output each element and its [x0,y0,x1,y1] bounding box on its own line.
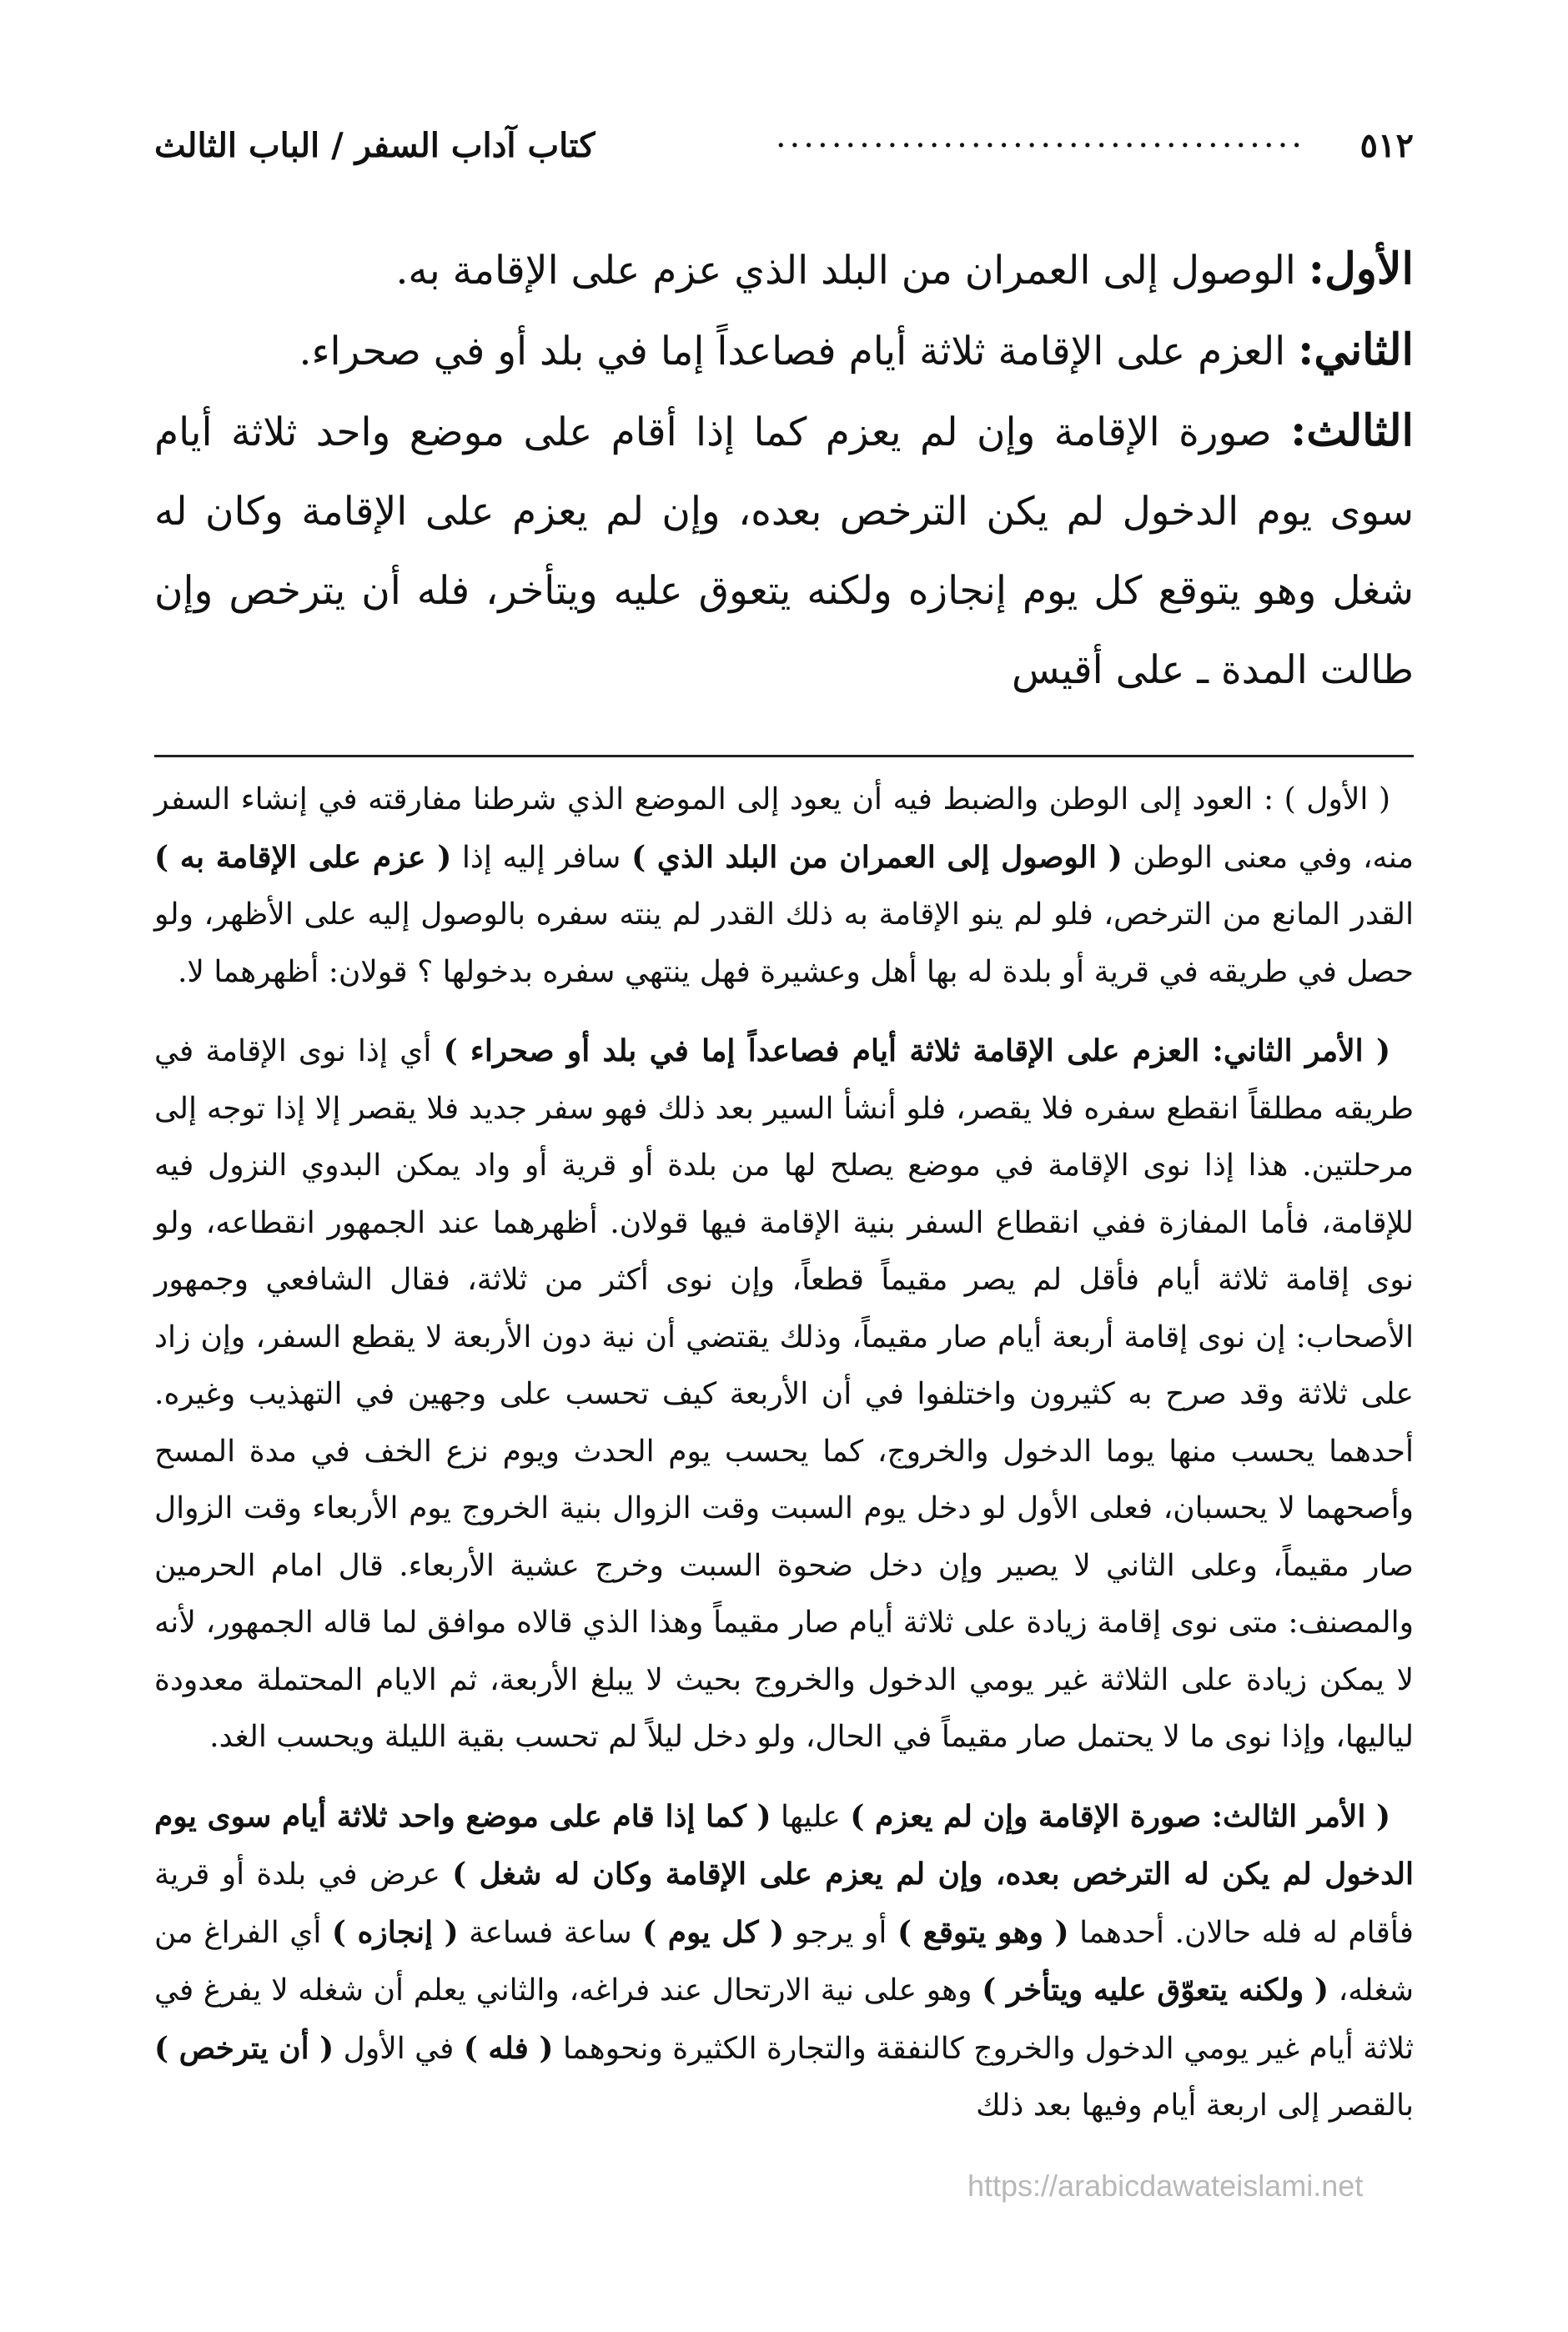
commentary-text: أي الفراغ من شغله، [154,1915,1415,2008]
paragraph-text: الوصول إلى العمران من البلد الذي عزم على الإقامة به. [395,248,1309,294]
page-header [154,113,1414,179]
main-text [154,229,1414,710]
quoted-text: ( إنجازه ) [331,1914,459,1950]
quoted-text: ( ولكنه يتعوّق عليه ويتأخر ) [982,1973,1329,2008]
commentary-text: وهو على نية الارتحال عند فراغه، والثاني يعلم أن شغله لا يفرغ في ثلاثة أيام غير يومي الدخول والخروج كالنفقة والتجارة الكثيرة ونحوهما [154,1973,1414,2066]
book-page [154,113,1414,2248]
paragraph-label: الأول: [1308,244,1414,294]
quoted-text: ( عزم على الإقامة به ) [154,839,452,875]
commentary-text: ( الأول ) : العود إلى الوطن والضبط فيه أن يعود إلى الموضع الذي شرطنا مفارقته في إنشاء السفر منه، وفي معنى الوطن [154,782,1415,875]
quoted-text: ( الوصول إلى العمران من البلد الذي ) [631,839,1123,875]
quoted-text: ( وهو يتوقع ) [897,1914,1069,1950]
paragraph-label: الثاني: [1298,324,1414,375]
paragraph-label: الثالث: [1290,405,1414,456]
quoted-text: ( كل يوم ) [642,1914,785,1950]
commentary-text: أو يرجو [784,1915,897,1950]
quoted-text: ( فله ) [463,2030,554,2066]
commentary-text: ساعة فساعة [458,1915,643,1950]
header-dots: ...................................... [775,117,1305,155]
commentary-text: عليها [771,1799,851,1834]
commentary-paragraph-2 [154,1023,1414,1767]
paragraph-text: العزم على الإقامة ثلاثة أيام فصاعداً إما في بلد أو في صحراء. [299,329,1299,374]
quoted-text: ( كما إذا قام على موضع واحد ثلاثة أيام سوى يوم الدخول لم يكن له الترخص بعده، وإن لم يعزم على الإقامة وكان له شغل ) [154,1798,1414,1892]
watermark-url: https://arabicdawateislami.net [967,2169,1364,2203]
commentary-text: عرض في بلدة أو قرية فأقام له فله حالان. أحدهما [154,1857,1415,1950]
main-paragraph-2 [154,310,1414,391]
commentary-text: بالقصر إلى اربعة أيام وفيها بعد ذلك [976,2088,1414,2123]
main-paragraph-1 [154,229,1414,310]
quoted-text: ( الأمر الثالث: صورة الإقامة وإن لم يعزم ) [850,1798,1391,1834]
commentary-text: القدر المانع من الترخص، فلو لم ينو الإقامة به ذلك القدر لم ينته سفره بالوصول إليه على الأظهر، ولو حصل في طريقه في قرية أو بلدة له بها أهل وعشيرة فهل ينتهي سفره بدخولها ؟ قولان: أظهرهما لا. [154,897,1414,989]
quoted-text: ( الأمر الثاني: العزم على الإقامة ثلاثة أيام فصاعداً إما في بلد أو صحراء ) [443,1033,1390,1068]
page-number: ٥١٢ [1359,126,1414,165]
quoted-text: ( أن يترخص ) [154,2030,334,2066]
footnote-divider [154,755,1414,757]
paragraph-text: صورة الإقامة وإن لم يعزم كما إذا أقام على موضع واحد ثلاثة أيام سوى يوم الدخول لم يكن الترخص بعده، وإن لم يعزم على الإقامة وكان له شغل وهو يتوقع كل يوم إنجازه ولكنه يتعوق عليه ويتأخر، فله أن يترخص وإن طالت المدة ـ على أقيس [154,410,1414,693]
commentary-text: سافر إليه إذا [451,840,632,875]
commentary-paragraph-3 [154,1788,1414,2135]
running-title: كتاب آداب السفر / الباب الثالث [154,126,596,165]
commentary-text: في الأول [334,2031,464,2066]
commentary-text: أي إذا نوى الإقامة في طريقه مطلقاً انقطع سفره فلا يقصر، فلو أنشأ السير بعد ذلك فهو سفر جديد فلا يقصر إلا إذا توجه إلى مرحلتين. هذا إذا نوى الإقامة في موضع يصلح لها من بلدة أو قرية أو واد يمكن البدوي النزول فيه للإقامة، فأما المفازة ففي انقطاع السفر بنية الإقامة فيها قولان. أظهرهما عند الجمهور انقطاعه، ولو نوى إقامة ثلاثة أيام فأقل لم يصر مقيماً قطعاً، وإن نوى أكثر من ثلاثة، فقال الشافعي وجمهور الأصحاب: إن نوى إقامة أربعة أيام صار مقيماً، وذلك يقتضي أن نية دون الأربعة لا يقطع السفر، وإن زاد على ثلاثة وقد صرح به كثيرون واختلفوا في أن الأربعة كيف تحسب على وجهين في التهذيب وغيره. أحدهما يحسب منها يوما الدخول والخروج، كما يحسب يوم الحدث ويوم نزع الخف في مدة المسح وأصحهما لا يحسبان، فعلى الأول لو دخل يوم السبت وقت الزوال بنية الخروج يوم الأربعاء وقت الزوال صار مقيماً، وعلى الثاني لا يصير وإن دخل ضحوة السبت وخرج عشية الأربعاء. قال امام الحرمين والمصنف: متى نوى إقامة زيادة على ثلاثة أيام صار مقيماً وهذا الذي قالاه موافق لما قاله الجمهور، لأنه لا يمكن زيادة على الثلاثة غير يومي الدخول والخروج بحيث لا يبلغ الأربعة، ثم الايام المحتملة معدودة لياليها، وإذا نوى ما لا يحتمل صار مقيماً في الحال، ولو دخل ليلاً لم تحسب بقية الليلة ويحسب الغد. [154,1034,1414,1754]
commentary [154,771,1414,2157]
commentary-paragraph-1 [154,771,1414,1001]
main-paragraph-3 [154,391,1414,710]
